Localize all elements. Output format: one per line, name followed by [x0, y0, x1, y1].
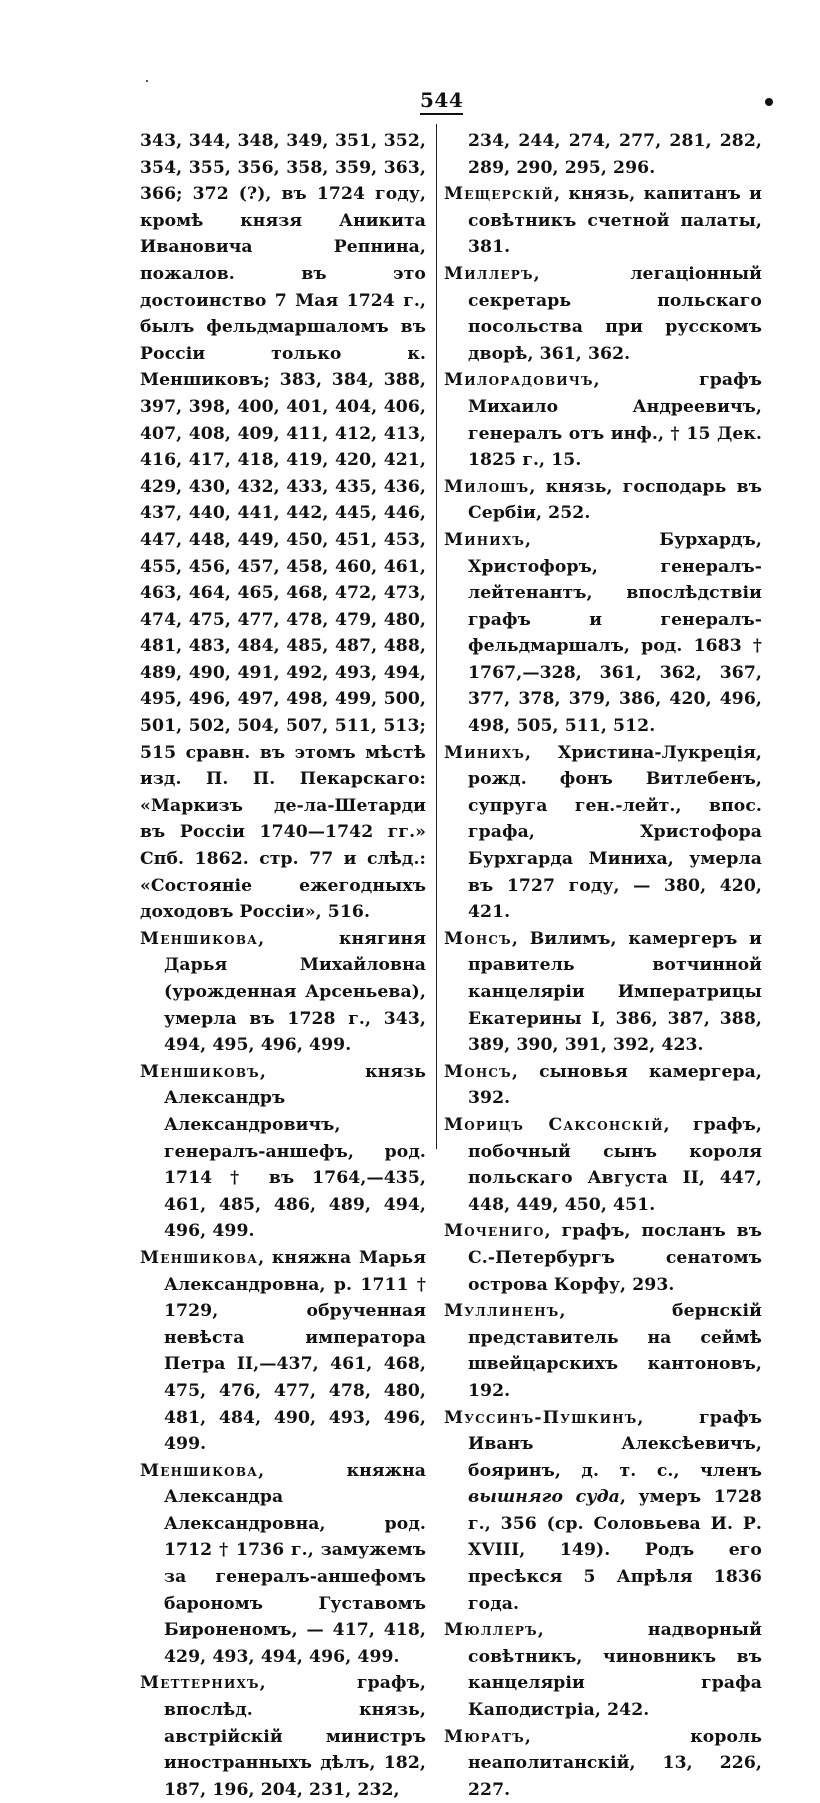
right-column — [444, 128, 762, 1803]
index-entry: Минихъ, Бурхардъ, Христофоръ, генералъ-лейтенантъ, впослѣдствіи графъ и генералъ-фельдмаршалъ, род. 1683 † 1767,—328, 361, 362, 367, 377, 378, 379, 386, 420, 496, 498, 505, 511, 512. — [444, 529, 762, 737]
index-entry: Меншикова, княжна Марья Александровна, р. 1711 † 1729, обрученная невѣста императора Петра II,—437, 461, 468, 475, 476, 477, 478, 480, 481, 484, 490, 493, 496, 499. — [140, 1247, 426, 1455]
index-entry: Мюллеръ, надворный совѣтникъ, чиновникъ въ канцеляріи графа Каподистріа, 242. — [444, 1620, 762, 1721]
entry-headword: Миллеръ — [444, 263, 534, 284]
italic-phrase: вышняго суда — [468, 1487, 620, 1508]
entry-headword: Минихъ — [444, 742, 526, 763]
entry-headword: Морицъ Саксонскій — [444, 1114, 664, 1135]
page-number: 544 — [420, 88, 463, 115]
index-entry: Морицъ Саксонскій, графъ, побочный сынъ короля польскаго Августа II, 447, 448, 449, 450, 451. — [444, 1114, 762, 1215]
left-column — [140, 128, 426, 1803]
index-entry: Монсъ, Вилимъ, камергеръ и правитель вотчинной канцеляріи Императрицы Екатерины I, 386, 387, 388, 389, 390, 391, 392, 423. — [444, 928, 762, 1056]
index-entry: Милошъ, князь, господарь въ Сербіи, 252. — [444, 476, 762, 524]
ink-dot — [765, 98, 773, 106]
entry-headword: Меншиковъ — [140, 1061, 260, 1082]
index-entry: 234, 244, 274, 277, 281, 282, 289, 290, 295, 296. — [468, 131, 762, 178]
entry-headword: Монсъ — [444, 1061, 512, 1082]
index-entry: Мещерскій, князь, капитанъ и совѣтникъ счетной палаты, 381. — [444, 184, 762, 258]
entry-headword: Меншикова — [140, 1247, 259, 1268]
index-entry: Милорадовичъ, графъ Михаило Андреевичъ, генералъ отъ инф., † 15 Дек. 1825 г., 15. — [444, 370, 762, 471]
index-entry: Муллиненъ, бернскій представитель на сеймѣ швейцарскихъ кантоновъ, 192. — [444, 1301, 762, 1401]
entry-headword: Муссинъ-Пушкинъ — [444, 1407, 638, 1428]
entry-headword: Монсъ — [444, 928, 512, 949]
entry-headword: Мещерскій — [444, 184, 555, 205]
entry-headword: Муллиненъ — [444, 1301, 560, 1322]
margin-mark — [146, 80, 148, 82]
entry-headword: Меншикова — [140, 928, 259, 949]
index-entry: Мюратъ, король неаполитанскій, 13, 226, 227. — [444, 1726, 762, 1800]
entry-headword: Мочениго — [444, 1221, 545, 1242]
index-entry: Минихъ, Христина-Лукреція, рожд. фонъ Витлебенъ, супруга ген.-лейт., впос. графа, Христофора Бурхгарда Миниха, умерла въ 1727 году, — 380, 420, 421. — [444, 742, 762, 923]
index-entry: Меншикова, княжна Александра Александровна, род. 1712 † 1736 г., замужемъ за генералъ-аншефомъ барономъ Густавомъ Бироненомъ, — 417, 418, 429, 493, 494, 496, 499. — [140, 1460, 426, 1667]
index-entry: Меншиковъ, князь Александръ Александровичъ, генералъ-аншефъ, род. 1714 † въ 1764,—435, 461, 485, 486, 489, 494, 496, 499. — [140, 1061, 426, 1242]
entry-headword: Милорадовичъ — [444, 370, 594, 391]
index-entry: Меншикова, княгиня Дарья Михайловна (урожденная Арсеньева), умерла въ 1728 г., 343, 494, 495, 496, 499. — [140, 928, 426, 1056]
index-entry: Миллеръ, легаціонный секретарь польскаго посольства при русскомъ дворѣ, 361, 362. — [444, 263, 762, 364]
index-entry: 343, 344, 348, 349, 351, 352, 354, 355, 356, 358, 359, 363, 366; 372 (?), въ 1724 году, кромѣ князя Аникита Ивановича Репнина, пожалов. въ это достоинство 7 Мая 1724 г., былъ фельдмаршаломъ въ Россіи только к. Меншиковъ; 383, 384, 388, 397, 398, 400, 401, 404, 406, 407, 408, 409, 411, 412, 413, 416, 417, 418, 419, 420, 421, 429, 430, 432, 433, 435, 436, 437, 440, 441, 442, 445, 446, 447, 448, 449, 450, 451, 453, 455, 456, 457, 458, 460, 461, 463, 464, 465, 468, 472, 473, 474, 475, 477, 478, 479, 480, 481, 483, 484, 485, 487, 488, 489, 490, 491, 492, 493, 494, 495, 496, 497, 498, 499, 500, 501, 502, 504, 507, 511, 513; 515 сравн. въ этомъ мѣстѣ изд. П. П. Пекарскаго: «Маркизъ де-ла-Шетарди въ Россіи 1740—1742 гг.» Спб. 1862. стр. 77 и слѣд.: «Состояніе ежегодныхъ доходовъ Россіи», 516. — [140, 131, 426, 923]
entry-headword: Мюратъ — [444, 1726, 525, 1747]
column-divider — [436, 124, 437, 1149]
entry-headword: Минихъ — [444, 529, 526, 550]
index-entry: Меттернихъ, графъ, впослѣд. князь, австрійскій министръ иностранныхъ дѣлъ, 182, 187, 196, 204, 231, 232, — [140, 1673, 426, 1800]
index-entry: Монсъ, сыновья камергера, 392. — [444, 1061, 762, 1109]
index-entry: Мочениго, графъ, посланъ въ С.-Петербургъ сенатомъ острова Корфу, 293. — [444, 1221, 762, 1295]
entry-headword: Милошъ — [444, 476, 530, 497]
entry-headword: Меттернихъ — [140, 1673, 260, 1694]
index-entry: Муссинъ-Пушкинъ, графъ Иванъ Алексѣевичъ, бояринъ, д. т. с., членъ вышняго суда, умеръ 1728 г., 356 (ср. Соловьева И. Р. XVIII, 149). Родъ его пресѣкся 5 Апрѣля 1836 года. — [444, 1407, 762, 1614]
entry-headword: Меншикова — [140, 1460, 259, 1481]
entry-headword: Мюллеръ — [444, 1620, 538, 1641]
